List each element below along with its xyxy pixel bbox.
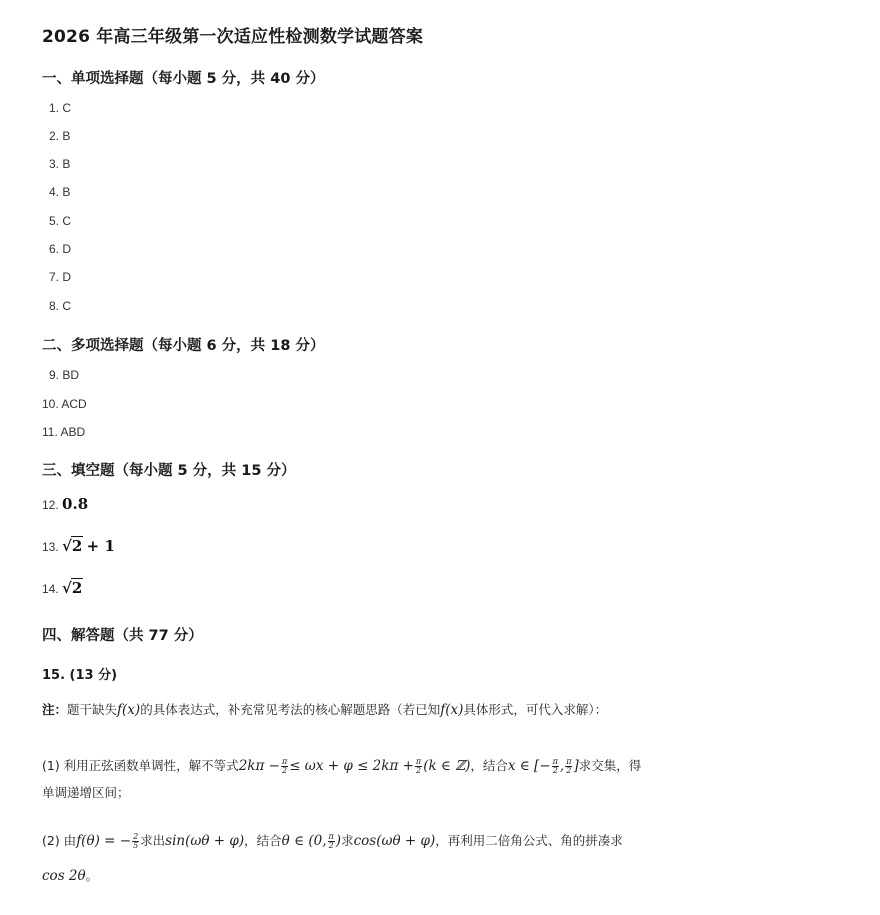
- q15-note: 注：题干缺失f(x)的具体表达式，补充常见考法的核心解题思路（若已知f(x)具体形式，可代入求解）：: [42, 702, 608, 718]
- answer-item: 3. B: [49, 157, 71, 171]
- answer-item: 9. BD: [49, 368, 80, 382]
- sqrt-expression: √2: [62, 537, 83, 555]
- q15-part-2: (2) 由f(θ) = − $\frac{2}{5}$ 求出sin(ωθ + φ)，结合θ ∈ (0, $\frac{\pi}{2}$ )求cos(ωθ + φ)，再利用二倍角公式、角的拼凑求: [42, 832, 623, 850]
- answer-item: 5. C: [49, 214, 72, 228]
- answer-item-13: [42, 537, 115, 555]
- section-heading-solutions: 四、解答题（共 77 分）: [42, 628, 203, 644]
- item-number: 12.: [42, 498, 59, 512]
- document-title: 2026 年高三年级第一次适应性检测数学试题答案: [42, 27, 424, 47]
- answer-item: 7. D: [49, 270, 72, 284]
- sqrt-expression: √2: [62, 579, 83, 597]
- item-number: 14.: [42, 582, 59, 596]
- q15-part-1-line2: 单调递增区间；: [42, 785, 130, 800]
- answer-item: 8. C: [49, 299, 72, 313]
- section-heading-single-choice: 一、单项选择题（每小题 5 分，共 40 分）: [42, 71, 325, 87]
- answer-item-12: [42, 495, 88, 513]
- answer-item-14: [42, 579, 83, 597]
- q15-part-2-line2: cos 2θ。: [42, 868, 99, 884]
- answer-item: 11. ABD: [42, 425, 86, 439]
- answer-item: 2. B: [49, 129, 71, 143]
- answer-item: 4. B: [49, 185, 71, 199]
- section-heading-multi-choice: 二、多项选择题（每小题 6 分，共 18 分）: [42, 338, 325, 354]
- note-label: 注：: [42, 702, 68, 717]
- answer-value: 0.8: [62, 495, 89, 513]
- question-15-heading: 15. (13 分): [42, 668, 118, 683]
- answer-item: 10. ACD: [42, 397, 87, 411]
- item-number: 13.: [42, 540, 59, 554]
- section-heading-fill-blank: 三、填空题（每小题 5 分，共 15 分）: [42, 463, 296, 479]
- answer-item: 1. C: [49, 101, 72, 115]
- answer-item: 6. D: [49, 242, 72, 256]
- q15-part-1: (1) 利用正弦函数单调性，解不等式2kπ − $\frac{\pi}{2}$ ≤ ωx + φ ≤ 2kπ + $\frac{\pi}{2}$ (k ∈ ℤ)，结合x ∈ [− $\frac{\pi}{2}$ , $\frac{\pi}{2}$ ]求交集，得: [42, 757, 642, 775]
- answer-rest: + 1: [86, 537, 115, 555]
